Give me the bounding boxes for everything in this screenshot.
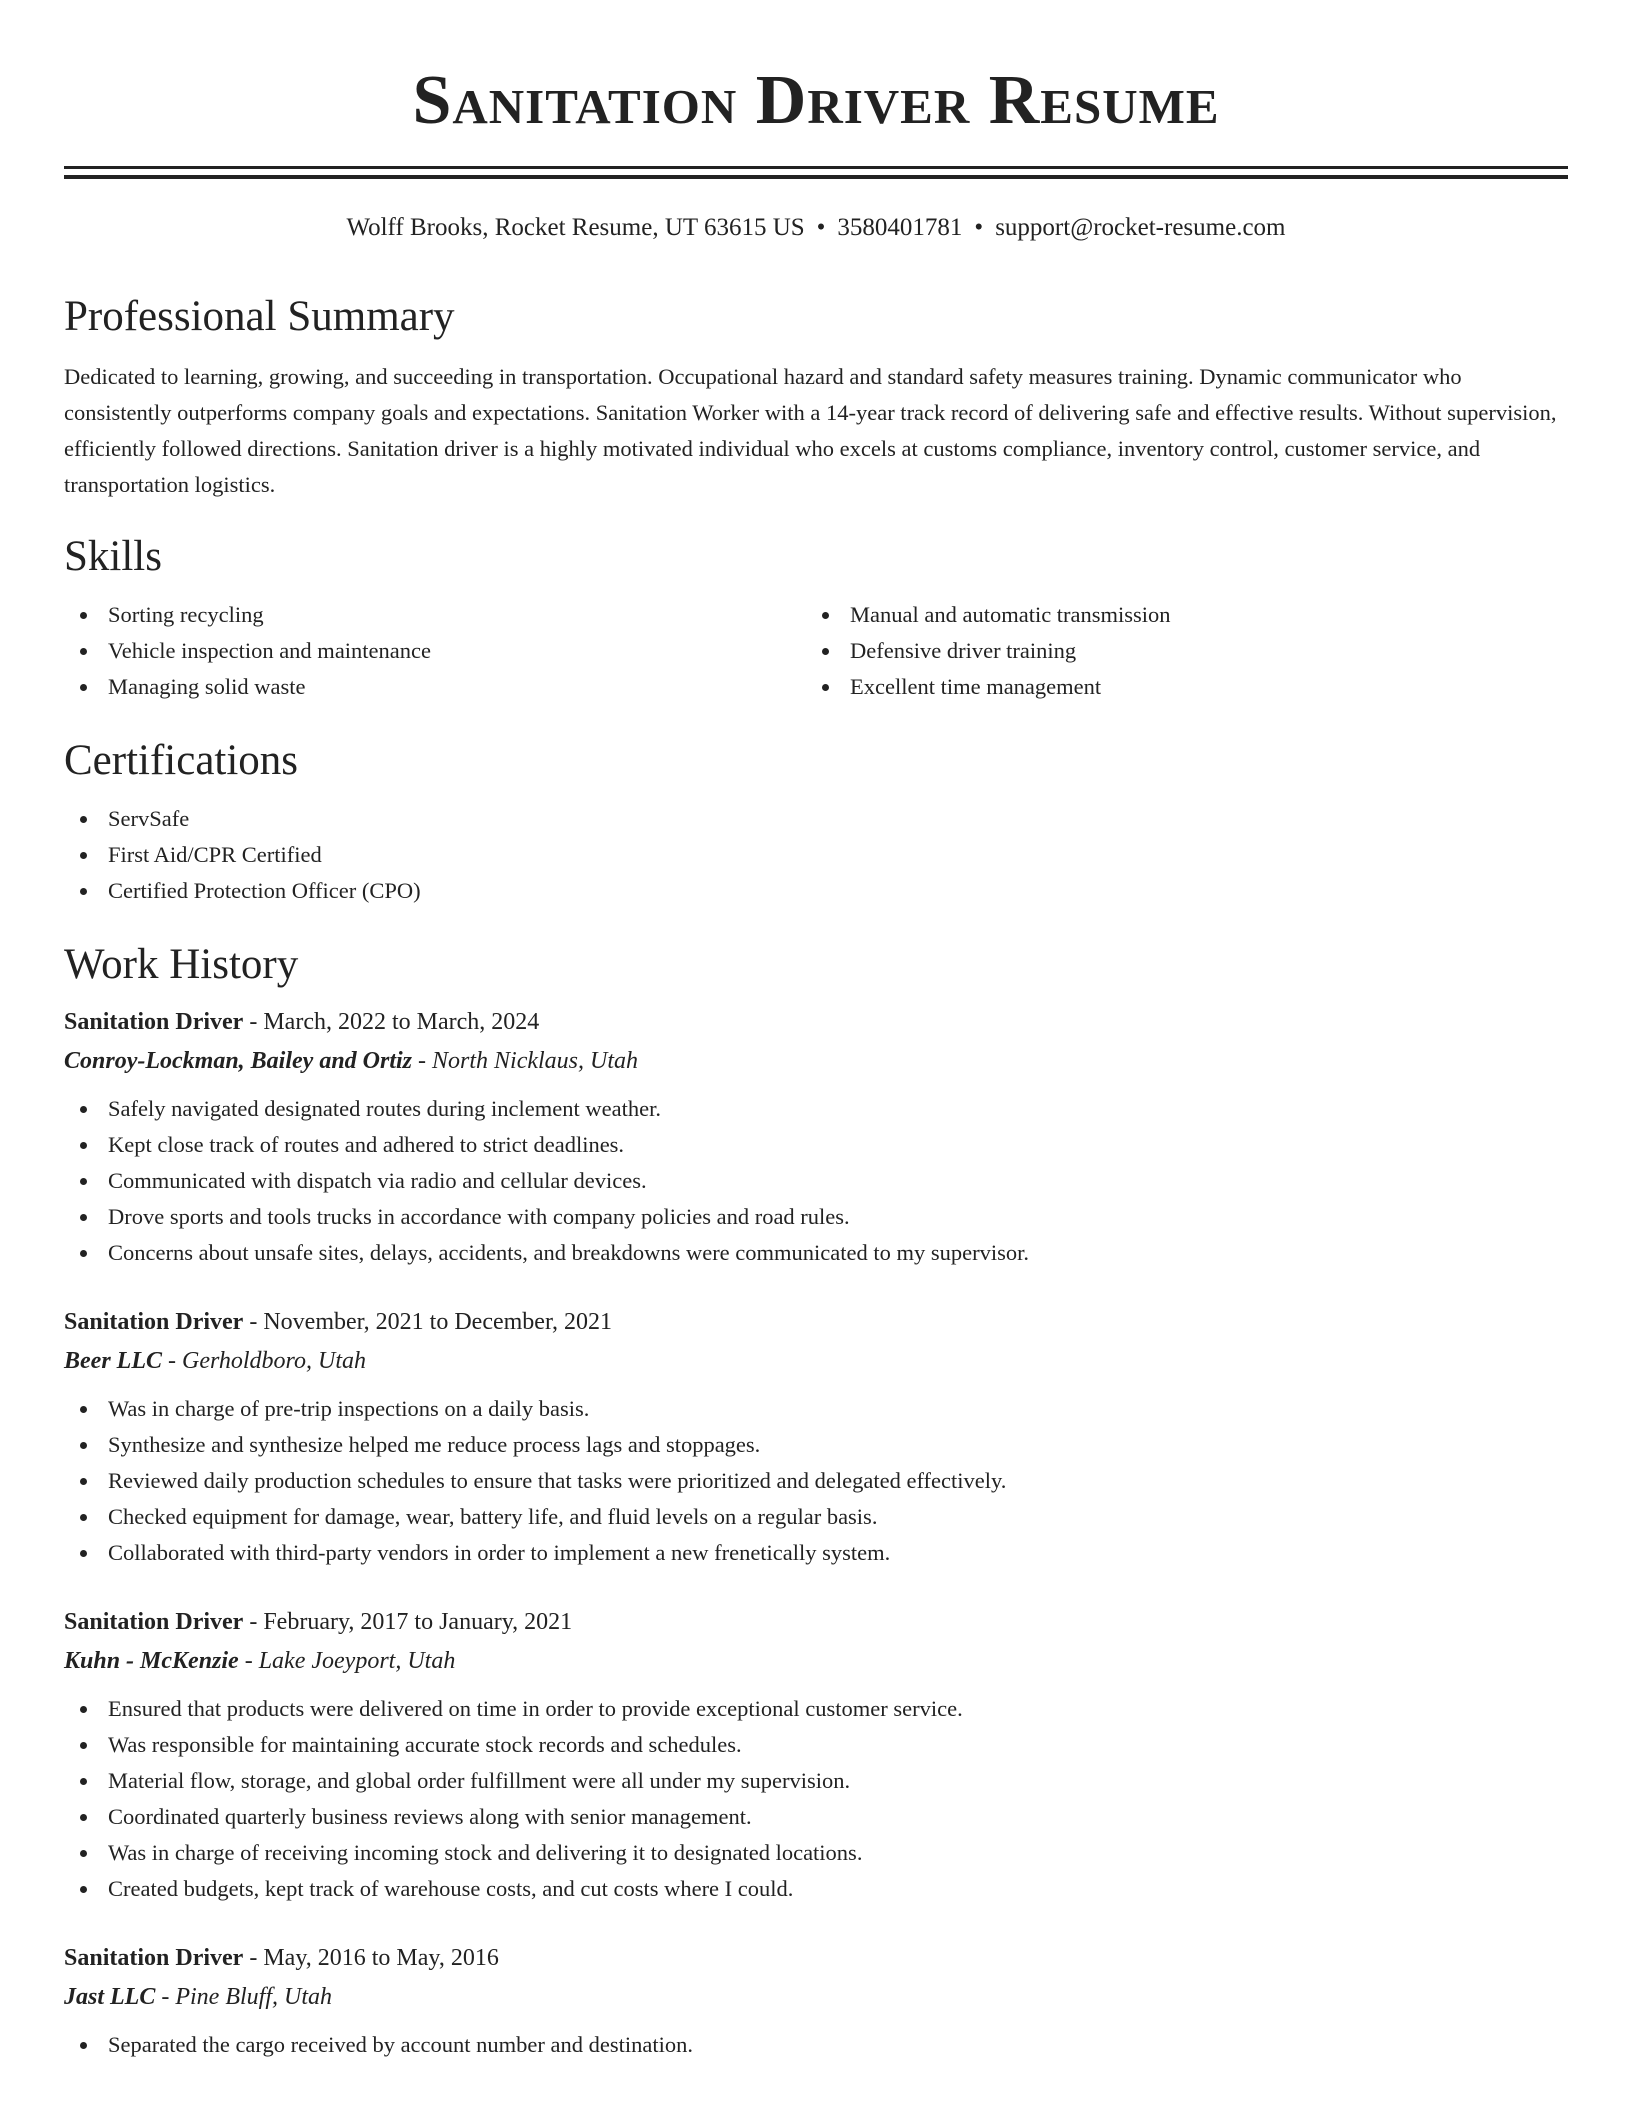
job-company: Beer LLC	[64, 1348, 162, 1374]
skills-grid	[64, 597, 1568, 705]
job-entry	[64, 1003, 1568, 1271]
job-company-line: Jast LLC - Pine Bluff, Utah	[64, 1984, 332, 2010]
certifications-list	[64, 801, 1568, 909]
job-bullet: Kept close track of routes and adhered to strict deadlines.	[64, 1127, 1568, 1163]
job-title-line: Sanitation Driver - February, 2017 to January, 2021	[64, 1609, 573, 1635]
job-title: Sanitation Driver	[64, 1945, 244, 1971]
job-dates: May, 2016 to May, 2016	[263, 1945, 499, 1971]
contact-line	[64, 213, 1568, 243]
skill-item: Excellent time management	[806, 669, 1548, 705]
job-bullet: Safely navigated designated routes during inclement weather.	[64, 1091, 1568, 1127]
job-entry	[64, 1303, 1568, 1571]
certification-item: Certified Protection Officer (CPO)	[64, 873, 1568, 909]
certifications-heading: Certifications	[64, 737, 299, 784]
resume-title: Sanitation Driver Resume	[412, 62, 1220, 139]
job-location: Lake Joeyport, Utah	[258, 1648, 456, 1674]
job-location: Pine Bluff, Utah	[175, 1984, 332, 2010]
job-title-line: Sanitation Driver - March, 2022 to March, 2024	[64, 1009, 540, 1035]
skill-item: Manual and automatic transmission	[806, 597, 1548, 633]
skill-item: Vehicle inspection and maintenance	[64, 633, 806, 669]
resume-content	[64, 0, 1568, 2063]
skill-item: Managing solid waste	[64, 669, 806, 705]
job-bullet: Was in charge of pre-trip inspections on a daily basis.	[64, 1391, 1568, 1427]
job-dates: February, 2017 to January, 2021	[263, 1609, 573, 1635]
job-bullets	[64, 1091, 1568, 1271]
job-title-line: Sanitation Driver - November, 2021 to December, 2021	[64, 1309, 612, 1335]
job-title-line: Sanitation Driver - May, 2016 to May, 2016	[64, 1945, 499, 1971]
job-bullet: Was in charge of receiving incoming stock and delivering it to designated locations.	[64, 1835, 1568, 1871]
job-entry	[64, 1939, 1568, 2063]
job-bullet: Synthesize and synthesize helped me reduce process lags and stoppages.	[64, 1427, 1568, 1463]
job-bullet: Separated the cargo received by account number and destination.	[64, 2027, 1568, 2063]
certification-item: ServSafe	[64, 801, 1568, 837]
job-bullet: Communicated with dispatch via radio and cellular devices.	[64, 1163, 1568, 1199]
job-title: Sanitation Driver	[64, 1009, 244, 1035]
job-bullet: Was responsible for maintaining accurate stock records and schedules.	[64, 1727, 1568, 1763]
job-bullet: Checked equipment for damage, wear, battery life, and fluid levels on a regular basis.	[64, 1499, 1568, 1535]
skill-item: Sorting recycling	[64, 597, 806, 633]
job-bullet: Material flow, storage, and global order fulfillment were all under my supervision.	[64, 1763, 1568, 1799]
job-company-line: Conroy-Lockman, Bailey and Ortiz - North Nicklaus, Utah	[64, 1048, 639, 1074]
skill-item: Defensive driver training	[806, 633, 1548, 669]
job-bullets	[64, 1691, 1568, 1907]
job-dates: November, 2021 to December, 2021	[263, 1309, 612, 1335]
job-bullet: Drove sports and tools trucks in accordance with company policies and road rules.	[64, 1199, 1568, 1235]
contact-email: support@rocket-resume.com	[995, 214, 1286, 241]
job-bullets	[64, 2027, 1568, 2063]
summary-text: Dedicated to learning, growing, and succeeding in transportation. Occupational hazard and standard safety measures training. Dynamic communicator who consistently outperforms company goals and expectations. Sanitation Worker with a 14-year track record of delivering safe and effective results. Without supervision, efficiently followed directions. Sanitation driver is a highly motivated individual who excels at customs compliance, inventory control, customer service, and transportation logistics.	[64, 364, 1557, 497]
job-bullet: Ensured that products were delivered on time in order to provide exceptional customer service.	[64, 1691, 1568, 1727]
title-divider-thin	[64, 166, 1568, 169]
job-title: Sanitation Driver	[64, 1609, 244, 1635]
job-title: Sanitation Driver	[64, 1309, 244, 1335]
summary-heading: Professional Summary	[64, 293, 455, 340]
certification-item: First Aid/CPR Certified	[64, 837, 1568, 873]
job-company: Conroy-Lockman, Bailey and Ortiz	[64, 1048, 413, 1074]
job-bullet: Reviewed daily production schedules to ensure that tasks were prioritized and delegated effectively.	[64, 1463, 1568, 1499]
skills-column-left	[64, 597, 806, 705]
job-company-line: Beer LLC - Gerholdboro, Utah	[64, 1348, 366, 1374]
job-bullet: Created budgets, kept track of warehouse costs, and cut costs where I could.	[64, 1871, 1568, 1907]
contact-address: Wolff Brooks, Rocket Resume, UT 63615 US	[346, 214, 805, 241]
work-history-heading: Work History	[64, 941, 299, 988]
contact-separator: •	[974, 214, 984, 241]
job-dates: March, 2022 to March, 2024	[263, 1009, 540, 1035]
job-company: Jast LLC	[64, 1984, 156, 2010]
job-location: North Nicklaus, Utah	[432, 1048, 639, 1074]
job-entry	[64, 1603, 1568, 1907]
skills-column-right	[806, 597, 1548, 705]
job-company: Kuhn - McKenzie	[64, 1648, 239, 1674]
job-location: Gerholdboro, Utah	[181, 1348, 366, 1374]
job-bullet: Concerns about unsafe sites, delays, accidents, and breakdowns were communicated to my supervisor.	[64, 1235, 1568, 1271]
contact-phone: 3580401781	[837, 214, 963, 241]
job-bullet: Collaborated with third-party vendors in order to implement a new frenetically system.	[64, 1535, 1568, 1571]
job-company-line: Kuhn - McKenzie - Lake Joeyport, Utah	[64, 1648, 456, 1674]
skills-heading: Skills	[64, 533, 162, 580]
job-bullet: Coordinated quarterly business reviews along with senior management.	[64, 1799, 1568, 1835]
contact-separator: •	[816, 214, 826, 241]
job-bullets	[64, 1391, 1568, 1571]
title-divider-thick	[64, 175, 1568, 179]
